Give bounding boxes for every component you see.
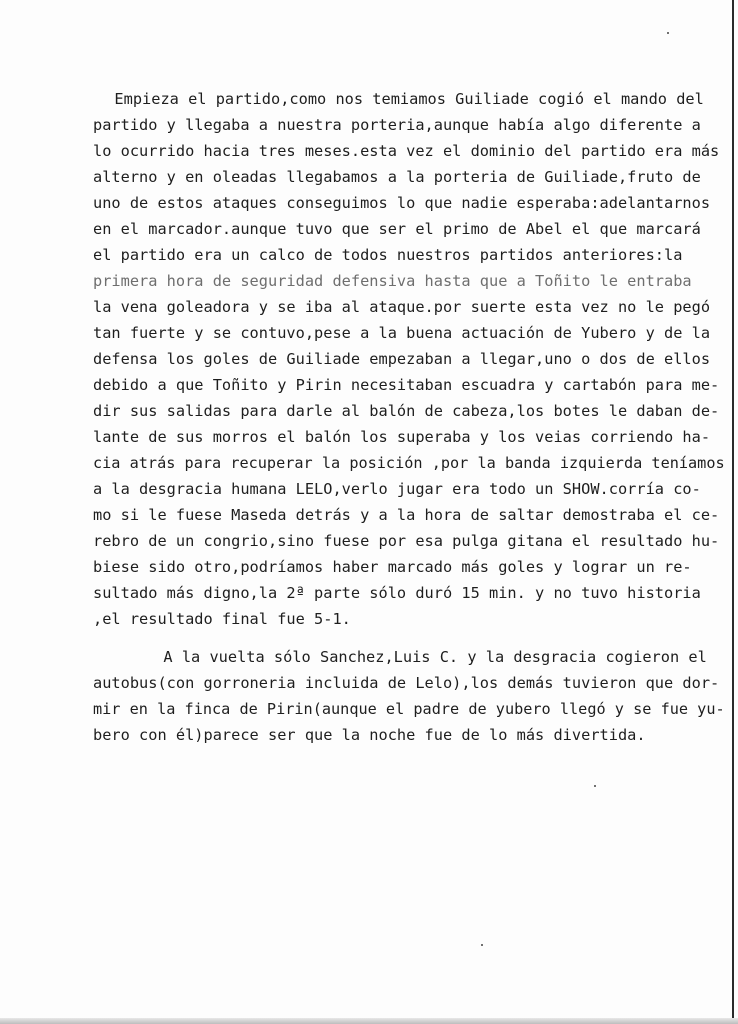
text-line: uno de estos ataques conseguimos lo que nadie esperaba:adelantarnos [93, 194, 711, 212]
text-line: lo ocurrido hacia tres meses.esta vez el dominio del partido era más [93, 142, 720, 160]
text-line: la vena goleadora y se iba al ataque.por suerte esta vez no le pegó [93, 298, 711, 316]
text-line: dir sus salidas para darle al balón de cabeza,los botes le daban de- [93, 402, 720, 420]
text-line: mo si le fuese Maseda detrás y a la hora de saltar demostraba el ce- [93, 506, 720, 524]
text-line: primera hora de seguridad defensiva hasta que a Toñito le entraba [93, 272, 692, 290]
text-line: partido y llegaba a nuestra porteria,aunque había algo diferente a [93, 116, 701, 134]
text-line: lante de sus morros el balón los superaba y los veias corriendo ha- [93, 428, 711, 446]
text-line: el partido era un calco de todos nuestros partidos anteriores:la [93, 246, 683, 264]
text-line: defensa los goles de Guiliade empezaban a llegar,uno o dos de ellos [93, 350, 711, 368]
paper-speck [667, 32, 669, 34]
text-line: tan fuerte y se contuvo,pese a la buena actuación de Yubero y de la [93, 324, 711, 342]
text-line: a la desgracia humana LELO,verlo jugar era todo un SHOW.corría co- [93, 480, 701, 498]
text-line: bero con él)parece ser que la noche fue de lo más divertida. [93, 726, 646, 744]
text-line: rebro de un congrio,sino fuese por esa pulga gitana el resultado hu- [93, 532, 720, 550]
text-line: biese sido otro,podríamos haber marcado más goles y lograr un re- [93, 558, 692, 576]
text-line: autobus(con gorroneria incluida de Lelo),los demás tuvieron que dor- [93, 674, 720, 692]
text-line: Empieza el partido,como nos temiamos Guiliade cogió el mando del [96, 90, 704, 108]
text-line: debido a que Toñito y Pirin necesitaban escuadra y cartabón para me- [93, 376, 720, 394]
text-line: mir en la finca de Pirin(aunque el padre de yubero llegó y se fue yu- [93, 700, 725, 718]
text-line: cia atrás para recuperar la posición ,por la banda izquierda teníamos [93, 454, 725, 472]
text-line: A la vuelta sólo Sanchez,Luis C. y la desgracia cogieron el [145, 648, 707, 666]
paper-speck [594, 785, 596, 787]
paper-speck [481, 944, 483, 946]
text-line: en el marcador.aunque tuvo que ser el primo de Abel el que marcará [93, 220, 701, 238]
text-line: sultado más digno,la 2ª parte sólo duró 15 min. y no tuvo historia [93, 584, 701, 602]
text-line: alterno y en oleadas llegabamos a la porteria de Guiliade,fruto de [93, 168, 701, 186]
text-line: ,el resultado final fue 5-1. [93, 610, 351, 628]
